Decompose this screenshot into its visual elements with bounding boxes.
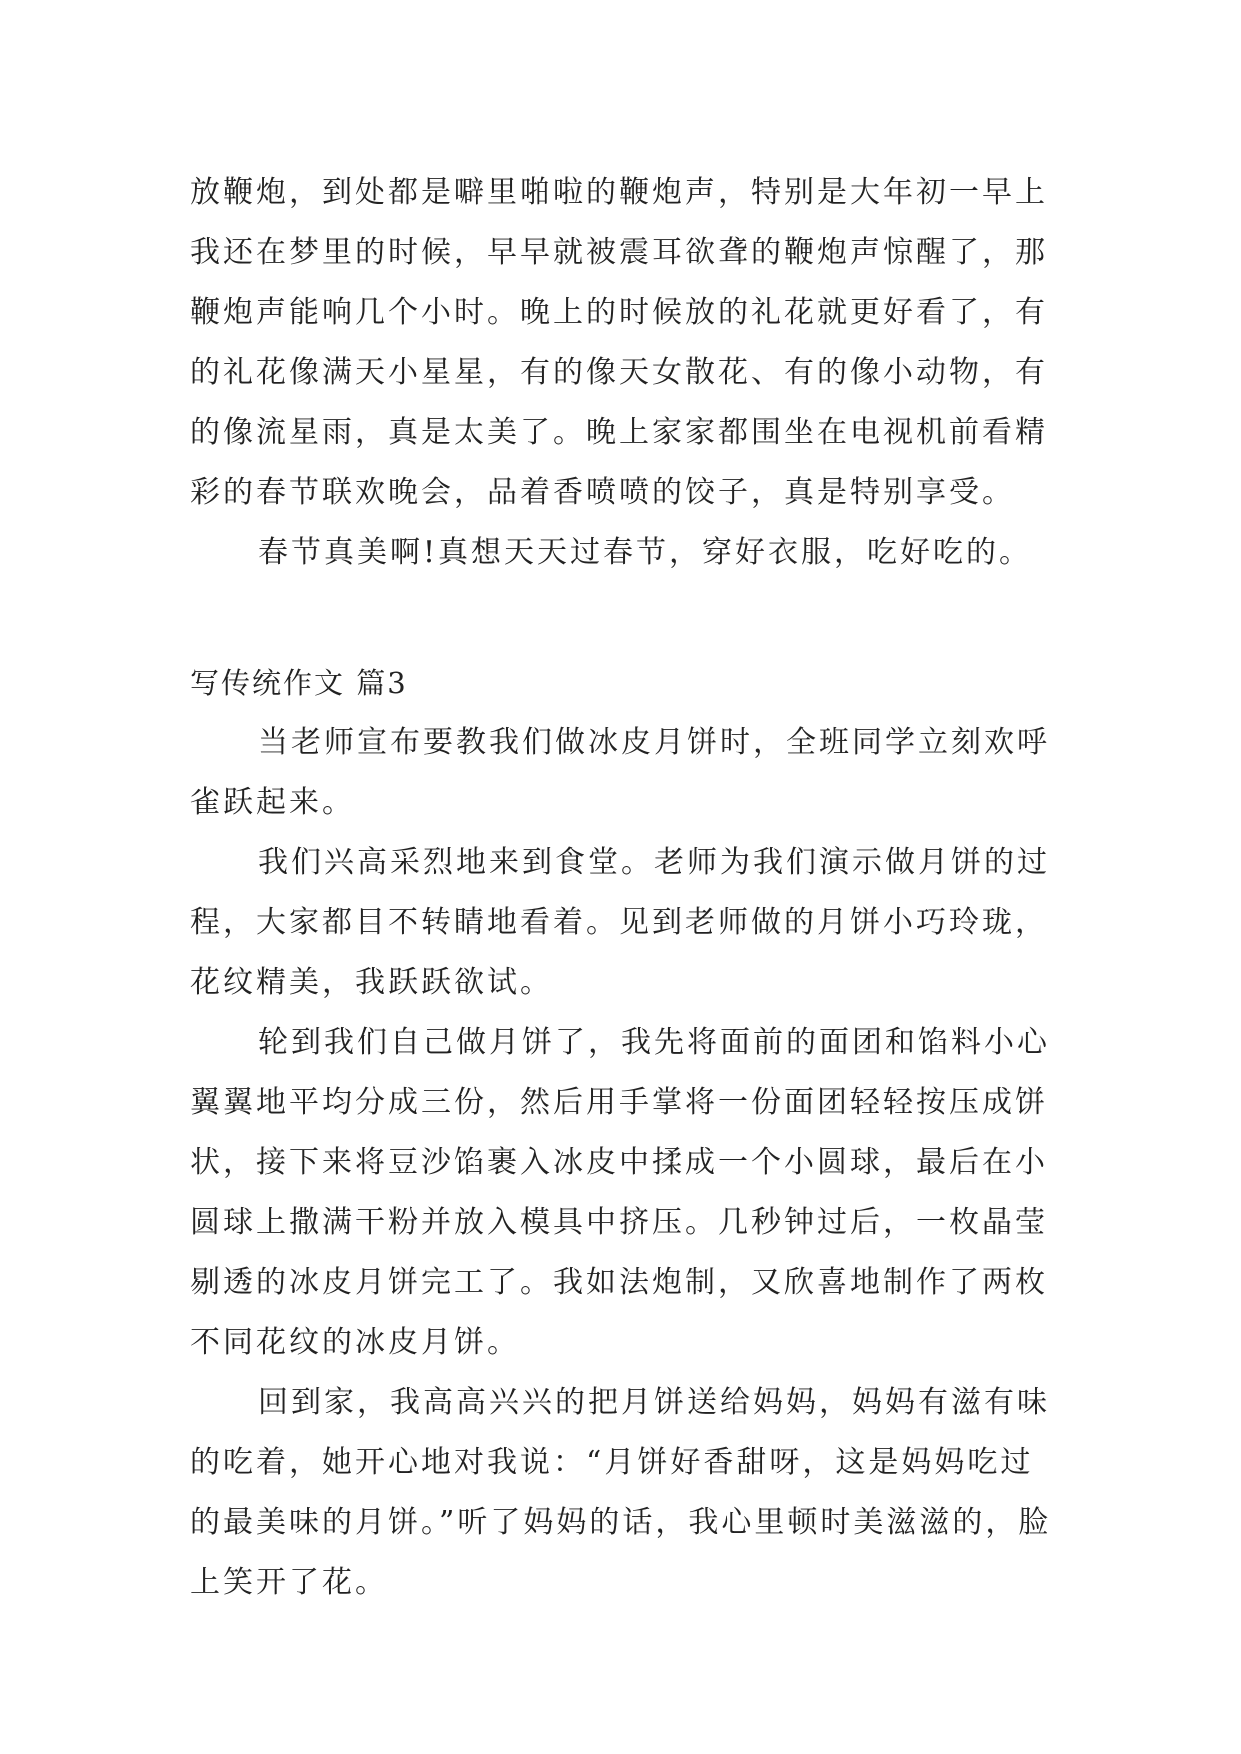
article-body [190, 163, 1060, 1613]
paragraph-closing: 春节真美啊!真想天天过春节，穿好衣服，吃好吃的。 [258, 535, 1033, 570]
section-heading: 写传统作文 篇3 [190, 666, 408, 700]
paragraph: 我们兴高采烈地来到食堂。老师为我们演示做月饼的过程，大家都目不转睛地看着。见到老师做的月饼小巧玲珑，花纹精美，我跃跃欲试。 [190, 845, 1050, 1000]
paragraph-continued: 放鞭炮，到处都是噼里啪啦的鞭炮声，特别是大年初一早上我还在梦里的时候，早早就被震耳欲聋的鞭炮声惊醒了，那鞭炮声能响几个小时。晚上的时候放的礼花就更好看了，有的礼花像满天小星星，有的像天女散花、有的像小动物，有的像流星雨，真是太美了。晚上家家都围坐在电视机前看精彩的春节联欢晚会，品着香喷喷的饺子，真是特别享受。 [190, 175, 1048, 510]
paragraph: 当老师宣布要教我们做冰皮月饼时，全班同学立刻欢呼雀跃起来。 [190, 725, 1050, 820]
paragraph: 回到家，我高高兴兴的把月饼送给妈妈，妈妈有滋有味的吃着，她开心地对我说：“月饼好香甜呀，这是妈妈吃过的最美味的月饼。”听了妈妈的话，我心里顿时美滋滋的，脸上笑开了花。 [190, 1385, 1052, 1600]
paragraph: 轮到我们自己做月饼了，我先将面前的面团和馅料小心翼翼地平均分成三份，然后用手掌将一份面团轻轻按压成饼状，接下来将豆沙馅裹入冰皮中揉成一个小圆球，最后在小圆球上撒满干粉并放入模具中挤压。几秒钟过后，一枚晶莹剔透的冰皮月饼完工了。我如法炮制，又欣喜地制作了两枚不同花纹的冰皮月饼。 [190, 1025, 1050, 1360]
